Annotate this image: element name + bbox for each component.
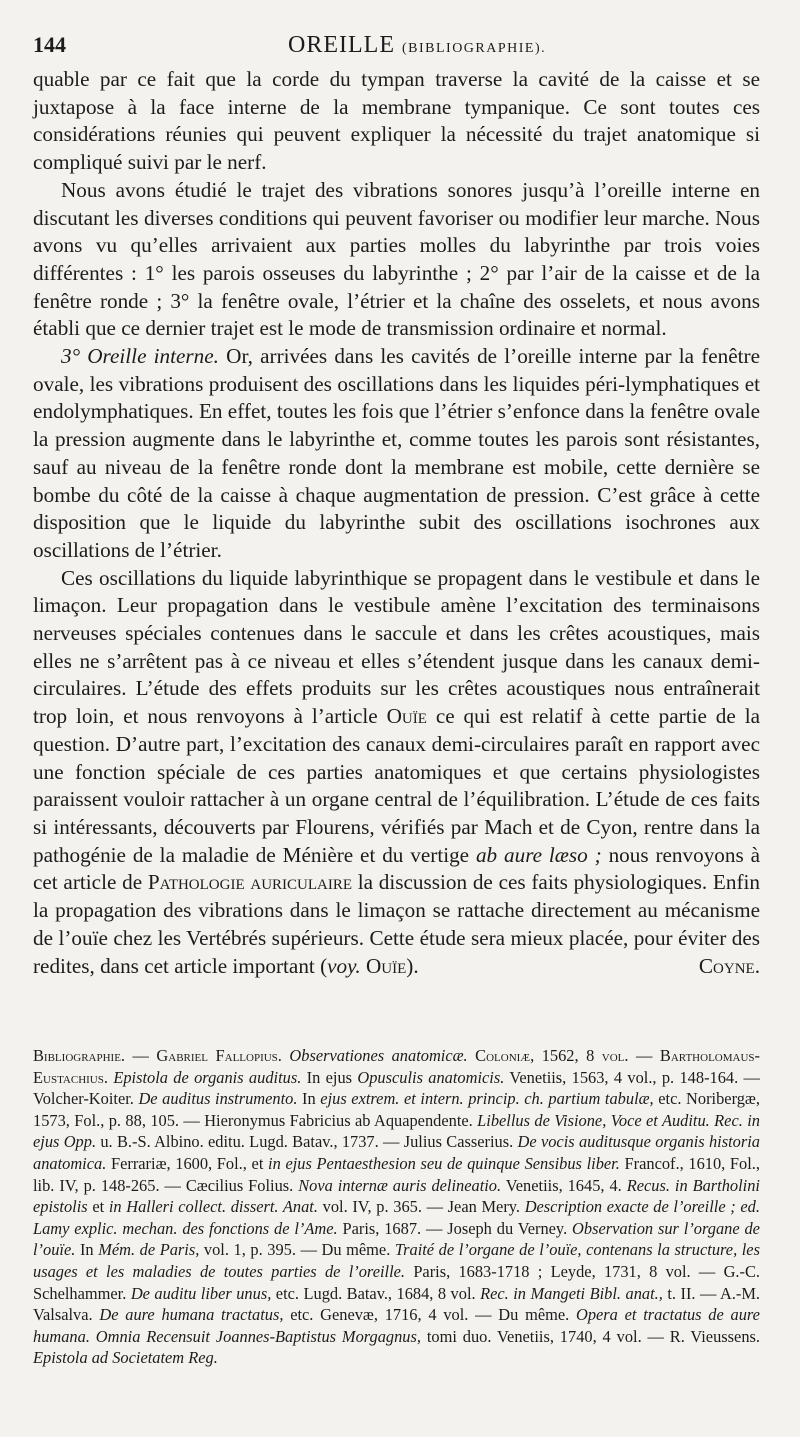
biblio-seg: De auditu liber unus, — [130, 1283, 272, 1303]
biblio-seg: In — [302, 1089, 316, 1109]
biblio-seg: Description exacte de l’oreille ; ed. Lamy explic. mechan. des fonctions de l’Ame. — [33, 1197, 760, 1238]
biblio-seg: in Halleri collect. dissert. Anat. — [108, 1197, 318, 1217]
author-signature: Coyne. — [698, 953, 760, 978]
paragraph-3-text: Or, arrivées dans les cavités de l’oreille interne par la fenêtre ovale, les vibrations produisent des oscillations dans les liquides péri-lymphatiques et endolymphatiques. En effet, toutes les fois que l’étrier s’enfonce dans la fenêtre ovale la pression augmente dans le labyrinthe et, comme toutes les parois sont résistantes, sauf au niveau de la fenêtre ronde dont la membrane est mobile, cette dernière se bombe du côté de la caisse à chaque augmentation de pression. C’est grâce à cette disposition que le liquide du labyrinthe subit des oscillations isochrones aux oscillations de l’étrier. — [33, 344, 760, 562]
biblio-seg: Epistola ad Societatem Reg. — [33, 1348, 218, 1368]
section-heading: 3° Oreille interne. — [61, 344, 219, 369]
biblio-seg: Paris, 1683-1718 ; Leyde, 1731, 8 vol. — G.-C. Schelhammer. — [33, 1261, 761, 1303]
biblio-seg: etc. Genevæ, 1716, 4 vol. — Du même. — [290, 1305, 570, 1325]
biblio-seg: Paris, 1687. — Joseph du Verney. — [342, 1218, 568, 1238]
biblio-seg: vol. IV, p. 365. — Jean Mery. — [322, 1197, 521, 1217]
biblio-seg: vol. 1, p. 395. — Du même. — [203, 1240, 391, 1260]
biblio-seg: et — [92, 1197, 105, 1217]
running-head — [33, 32, 773, 62]
biblio-seg: Observationes anatomicæ. — [289, 1046, 468, 1065]
header-title-word: OREILLE — [288, 32, 395, 58]
biblio-seg: Recus. in Bartholini epistolis — [33, 1175, 760, 1217]
biblio-seg: Coloniæ, 1562, 8 vol. — Bartholomaus-Eustachius. — [33, 1046, 760, 1087]
biblio-seg: Traité de l’organe de l’ouïe, contenans la structure, les usages et les maladies de toutes parties de l’oreille. — [33, 1240, 760, 1281]
biblio-seg: in ejus Pentaesthesion seu de quinque Sensibus liber. — [268, 1153, 620, 1173]
biblio-seg: Libellus de Visione, Voce et Auditu. Rec. in ejus Opp. — [33, 1110, 760, 1152]
biblio-seg: Nova internæ auris delineatio. — [298, 1175, 502, 1195]
biblio-seg: Venetiis, 1563, 4 vol., p. 148-164. — Volcher-Koiter. — [33, 1067, 760, 1109]
biblio-seg: Francof., 1610, Fol., lib. IV, p. 148-265. — Cæcilius Folius. — [33, 1153, 760, 1195]
biblio-seg: tomi duo. Venetiis, 1740, 4 vol. — R. Vieussens. — [426, 1326, 760, 1346]
paragraph-2: Nous avons étudié le trajet des vibrations sonores jusqu’à l’oreille interne en discutant les diverses conditions qui peuvent favoriser ou modifier leur marche. Nous avons vu qu’elles arrivaient aux parties molles du labyrinthe par trois voies différentes : 1° les parois osseuses du labyrinthe ; 2° par l’air de la caisse et de la fenêtre ronde ; 3° la fenêtre ovale, l’étrier et la chaîne des osselets, et nous avons établi que ce dernier trajet est le mode de transmission ordinaire et normal. — [33, 177, 760, 341]
p4-part-b: ce qui est relatif à cette partie de la question. D’autre part, l’excitation des canaux demi-circulaires paraît en rapport avec une fonction spéciale de ces parties anatomiques et que certains physiologistes paraissent vouloir rattacher à un organe central de l’équilibration. L’étude de ces faits si intéressants, découverts par Flourens, vérifiés par Mach et de Cyon, rentre dans la pathogénie de la maladie de Ménière et du vertige — [33, 704, 761, 867]
bibliography — [33, 1045, 760, 1369]
header-subtitle: (BIBLIOGRAPHIE). — [401, 41, 547, 56]
biblio-seg: ejus extrem. et intern. princip. ch. partium tabulæ, — [320, 1089, 654, 1109]
voy-abbrev: voy. — [327, 953, 361, 978]
biblio-seg: De auditus instrumento. — [138, 1089, 298, 1109]
crossref-ouie-2: Ouïe — [365, 953, 407, 978]
biblio-seg: Mém. de Paris, — [98, 1240, 200, 1260]
crossref-pathologie: Pathologie auriculaire — [147, 870, 353, 895]
crossref-ouie: Ouïe — [386, 704, 427, 729]
biblio-seg: Bibliographie. — Gabriel Fallopius. — [33, 1046, 282, 1065]
body-text — [33, 66, 760, 980]
p4-part-d: la discussion de ces faits physiologiques. Enfin la propagation des vibrations dans le limaçon se rattache directement au mécanisme de l’ouïe chez les Vertébrés supérieurs. Cette étude sera mieux placée, pour éviter des redites, dans cet article important ( — [33, 870, 761, 978]
biblio-seg: etc. Noribergæ, 1573, Fol., p. 88, 105. — Hieronymus Fabricius ab Aquapendente. — [33, 1089, 760, 1130]
latin-phrase: ab aure læso ; — [475, 842, 602, 867]
biblio-seg: t. II. — A.-M. Valsalva. — [33, 1283, 761, 1325]
paragraph-3 — [33, 343, 760, 565]
page-number: 144 — [33, 32, 66, 57]
biblio-seg: In ejus — [306, 1067, 353, 1087]
p4-part-c: nous renvoyons à cet article de — [33, 842, 760, 895]
biblio-seg: In — [79, 1240, 94, 1260]
paragraph-4 — [33, 565, 760, 981]
biblio-seg: Opusculis anatomicis. — [357, 1067, 505, 1087]
biblio-seg: Venetiis, 1645, 4. — [505, 1175, 622, 1195]
paragraph-1: quable par ce fait que la corde du tympan traverse la cavité de la caisse et se juxtapose à la face interne de la membrane tympanique. Ce sont toutes ces considérations réunies qui peuvent expliquer la nécessité du trajet anatomique si compliqué suivi par le nerf. — [33, 67, 760, 175]
biblio-seg: De aure humana tractatus, — [99, 1305, 284, 1325]
biblio-seg: Rec. in Mangeti Bibl. anat., — [480, 1283, 663, 1303]
header-title — [288, 32, 546, 59]
biblio-seg: Ferrariæ, 1600, Fol., et — [110, 1153, 264, 1173]
biblio-seg: Observation sur l’organe de l’ouïe. — [33, 1218, 760, 1260]
p4-part-a: Ces oscillations du liquide labyrinthique se propagent dans le vestibule et dans le limaçon. Leur propagation dans le vestibule amène l’excitation des terminaisons nerveuses spéciales contenues dans le saccule et dans les crêtes acoustiques, mais elles ne s’arrêtent pas à ce niveau et elles s’étendent jusque dans les canaux demi-circulaires. L’étude des effets produits sur les crêtes acoustiques nous entraînerait trop loin, et nous renvoyons à l’article — [33, 565, 760, 729]
biblio-seg: Epistola de organis auditus. — [113, 1067, 302, 1087]
bibliography-text — [33, 1045, 760, 1369]
biblio-seg: De vocis auditusque organis historia anatomica. — [33, 1132, 760, 1173]
p4-part-e: ). — [406, 953, 419, 978]
biblio-seg: etc. Lugd. Batav., 1684, 8 vol. — [275, 1283, 476, 1303]
biblio-seg: Opera et tractatus de aure humana. Omnia Recensuit Joannes-Baptistus Morgagnus, — [33, 1305, 760, 1346]
biblio-seg: u. B.-S. Albino. editu. Lugd. Batav., 1737. — Julius Casserius. — [100, 1132, 514, 1152]
